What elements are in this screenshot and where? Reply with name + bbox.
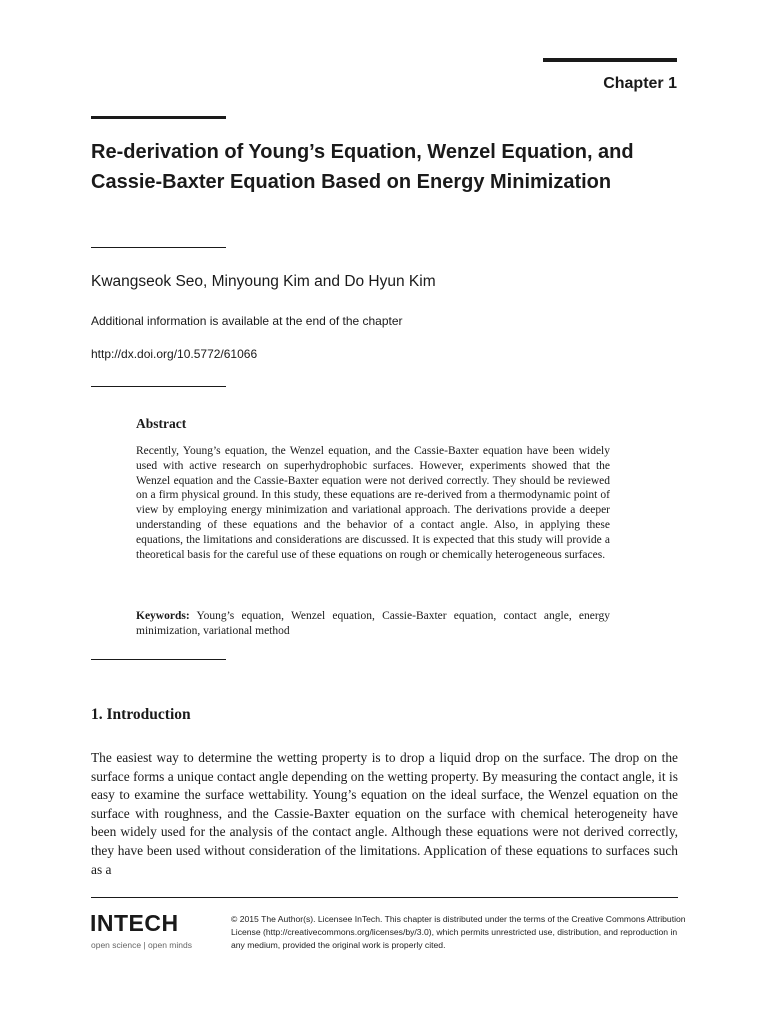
footer-rule — [91, 897, 678, 898]
authors: Kwangseok Seo, Minyoung Kim and Do Hyun Kim — [91, 273, 436, 290]
keywords — [136, 609, 610, 639]
logo-wordmark: INTECH — [90, 910, 179, 936]
keywords-label: Keywords: — [136, 610, 190, 622]
abstract-heading: Abstract — [136, 416, 187, 431]
license-notice: © 2015 The Author(s). Licensee InTech. This chapter is distributed under the terms of the Creative Commons Attribution License (http://creativecommons.org/licenses/by/3.0), which permits unrestricted use, distribution, and reproduction in any medium, provided the original work is properly cited. — [231, 914, 686, 950]
title-divider — [91, 247, 226, 248]
page-title: Re-derivation of Young’s Equation, Wenzel Equation, and Cassie-Baxter Equation Based on Energy Minimization — [91, 141, 634, 193]
additional-info: Additional information is available at the end of the chapter — [91, 314, 403, 328]
logo-tagline: open science | open minds — [91, 940, 192, 950]
intech-logo — [90, 910, 190, 956]
title-rule — [91, 116, 226, 119]
doi-link[interactable]: http://dx.doi.org/10.5772/61066 — [91, 347, 258, 361]
keywords-divider — [91, 659, 226, 660]
introduction-heading: 1. Introduction — [91, 706, 191, 723]
keywords-text: Young’s equation, Wenzel equation, Cassie-Baxter equation, contact angle, energy minimization, variational method — [136, 610, 610, 637]
doi-divider — [91, 386, 226, 387]
introduction-body: The easiest way to determine the wetting property is to drop a liquid drop on the surface. The drop on the surface forms a unique contact angle depending on the wetting property. By measuring the contact angle, it is easy to examine the surface wettability. Young’s equation on the ideal surface, the Wenzel equation on the surface with roughness, and the Cassie-Baxter equation on the surface with chemical heterogeneity have been widely used for the analysis of the contact angle. Although these equations were not derived correctly, they have been used without consideration of the limitations. Application of these equations to surfaces such as a — [91, 750, 678, 877]
abstract-body: Recently, Young’s equation, the Wenzel equation, and the Cassie-Baxter equation have been widely used with active research on superhydrophobic surfaces. However, experiments showed that the Wenzel equation and the Cassie-Baxter equation were not derived correctly. They should be reviewed on a firm physical ground. In this study, these equations are re-derived from a thermodynamic point of view by employing energy minimization and variational approach. The derivations provide a deeper understanding of these equations and the behavior of a contact angle. Also, in applying these equations, the limitations and considerations are discussed. It is expected that this study will provide a theoretical basis for the careful use of these equations on rough or chemically heterogeneous surfaces. — [136, 445, 610, 561]
chapter-label: Chapter 1 — [603, 75, 677, 92]
chapter-rule — [543, 58, 677, 62]
